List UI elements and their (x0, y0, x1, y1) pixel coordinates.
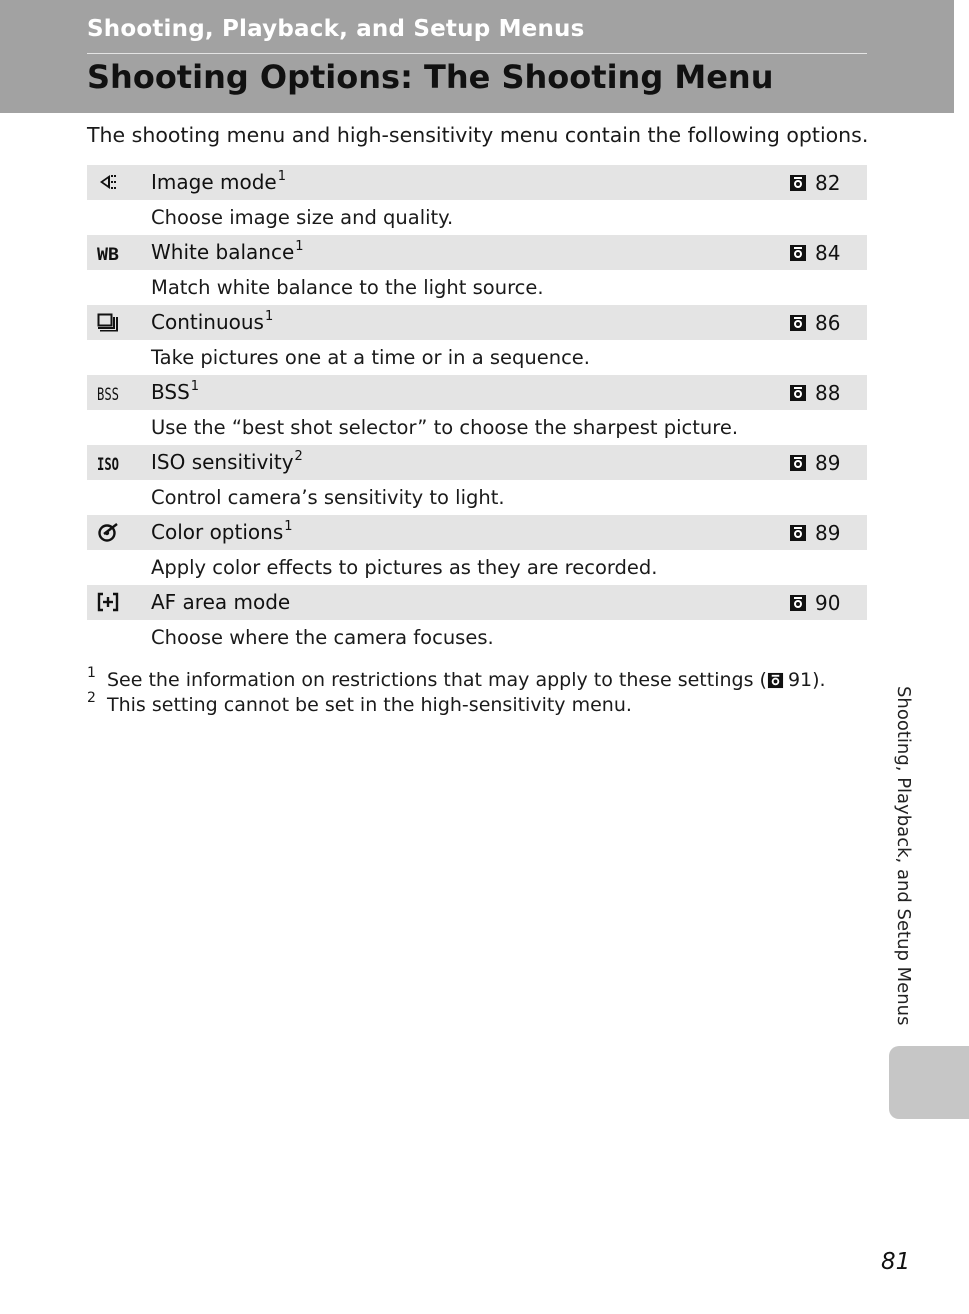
option-row-iso-sensitivity (87, 445, 867, 480)
option-description: Choose image size and quality. (151, 206, 454, 229)
header-divider (87, 53, 867, 54)
side-tab (889, 1046, 969, 1119)
svg-text:ISO: ISO (97, 455, 119, 475)
header-band (0, 0, 954, 113)
svg-text:BSS: BSS (97, 385, 119, 405)
page-reference-icon (767, 672, 784, 689)
image-mode-icon (97, 171, 119, 193)
page-reference-icon (789, 384, 807, 402)
page-reference-icon (789, 524, 807, 542)
white-balance-icon (97, 241, 119, 263)
page-reference: 91 (767, 668, 812, 693)
footnote-mark: 1 (87, 665, 96, 681)
option-row-bss (87, 375, 867, 410)
option-description: Take pictures one at a time or in a sequence. (151, 346, 591, 369)
page-reference-icon (789, 314, 807, 332)
option-name: Color options$^1$ (151, 519, 293, 544)
page-reference: 88 (789, 375, 840, 410)
option-name: AF area mode (151, 590, 291, 614)
option-description: Apply color effects to pictures as they are recorded. (151, 556, 658, 579)
page-reference: 86 (789, 305, 840, 340)
option-name: White balance$^1$ (151, 239, 304, 264)
side-section-label: Shooting, Playback, and Setup Menus (893, 686, 914, 1026)
option-description: Control camera’s sensitivity to light. (151, 486, 505, 509)
intro-text: The shooting menu and high-sensitivity menu contain the following options. (87, 123, 869, 147)
af-area-mode-icon (97, 591, 119, 613)
page-reference: 82 (789, 165, 840, 200)
option-name: BSS$^1$ (151, 379, 200, 404)
footnote-2 (87, 691, 867, 716)
option-row-white-balance (87, 235, 867, 270)
options-table (87, 165, 867, 655)
page-reference-icon (789, 594, 807, 612)
page-reference: 89 (789, 515, 840, 550)
svg-text:WB: WB (97, 245, 119, 265)
option-description: Choose where the camera focuses. (151, 626, 494, 649)
continuous-icon (97, 311, 119, 333)
footnote-text: This setting cannot be set in the high-sensitivity menu. (107, 694, 632, 716)
page-reference-icon (789, 454, 807, 472)
page-reference: 84 (789, 235, 840, 270)
option-row-continuous (87, 305, 867, 340)
option-row-af-area-mode (87, 585, 867, 620)
iso-sensitivity-icon (97, 451, 119, 473)
page-reference-icon (789, 174, 807, 192)
option-description: Use the “best shot selector” to choose the sharpest picture. (151, 416, 739, 439)
option-row-image-mode (87, 165, 867, 200)
option-name: Image mode$^1$ (151, 169, 286, 194)
option-description: Match white balance to the light source. (151, 276, 544, 299)
option-row-color-options (87, 515, 867, 550)
option-name: Continuous$^1$ (151, 309, 274, 334)
footnote-1 (87, 666, 867, 691)
section-title: Shooting, Playback, and Setup Menus (87, 16, 585, 42)
page-reference: 89 (789, 445, 840, 480)
footnote-mark: 2 (87, 690, 96, 706)
page-reference: 90 (789, 585, 840, 620)
color-options-icon (97, 521, 119, 543)
footnotes (87, 666, 867, 716)
bss-icon (97, 381, 119, 403)
page-reference-icon (789, 244, 807, 262)
option-name: ISO sensitivity$^2$ (151, 449, 303, 474)
footnote-text: See the information on restrictions that may apply to these settings ( 91 ). (107, 669, 826, 691)
page-number: 81 (881, 1249, 911, 1275)
page-title: Shooting Options: The Shooting Menu (87, 58, 774, 96)
